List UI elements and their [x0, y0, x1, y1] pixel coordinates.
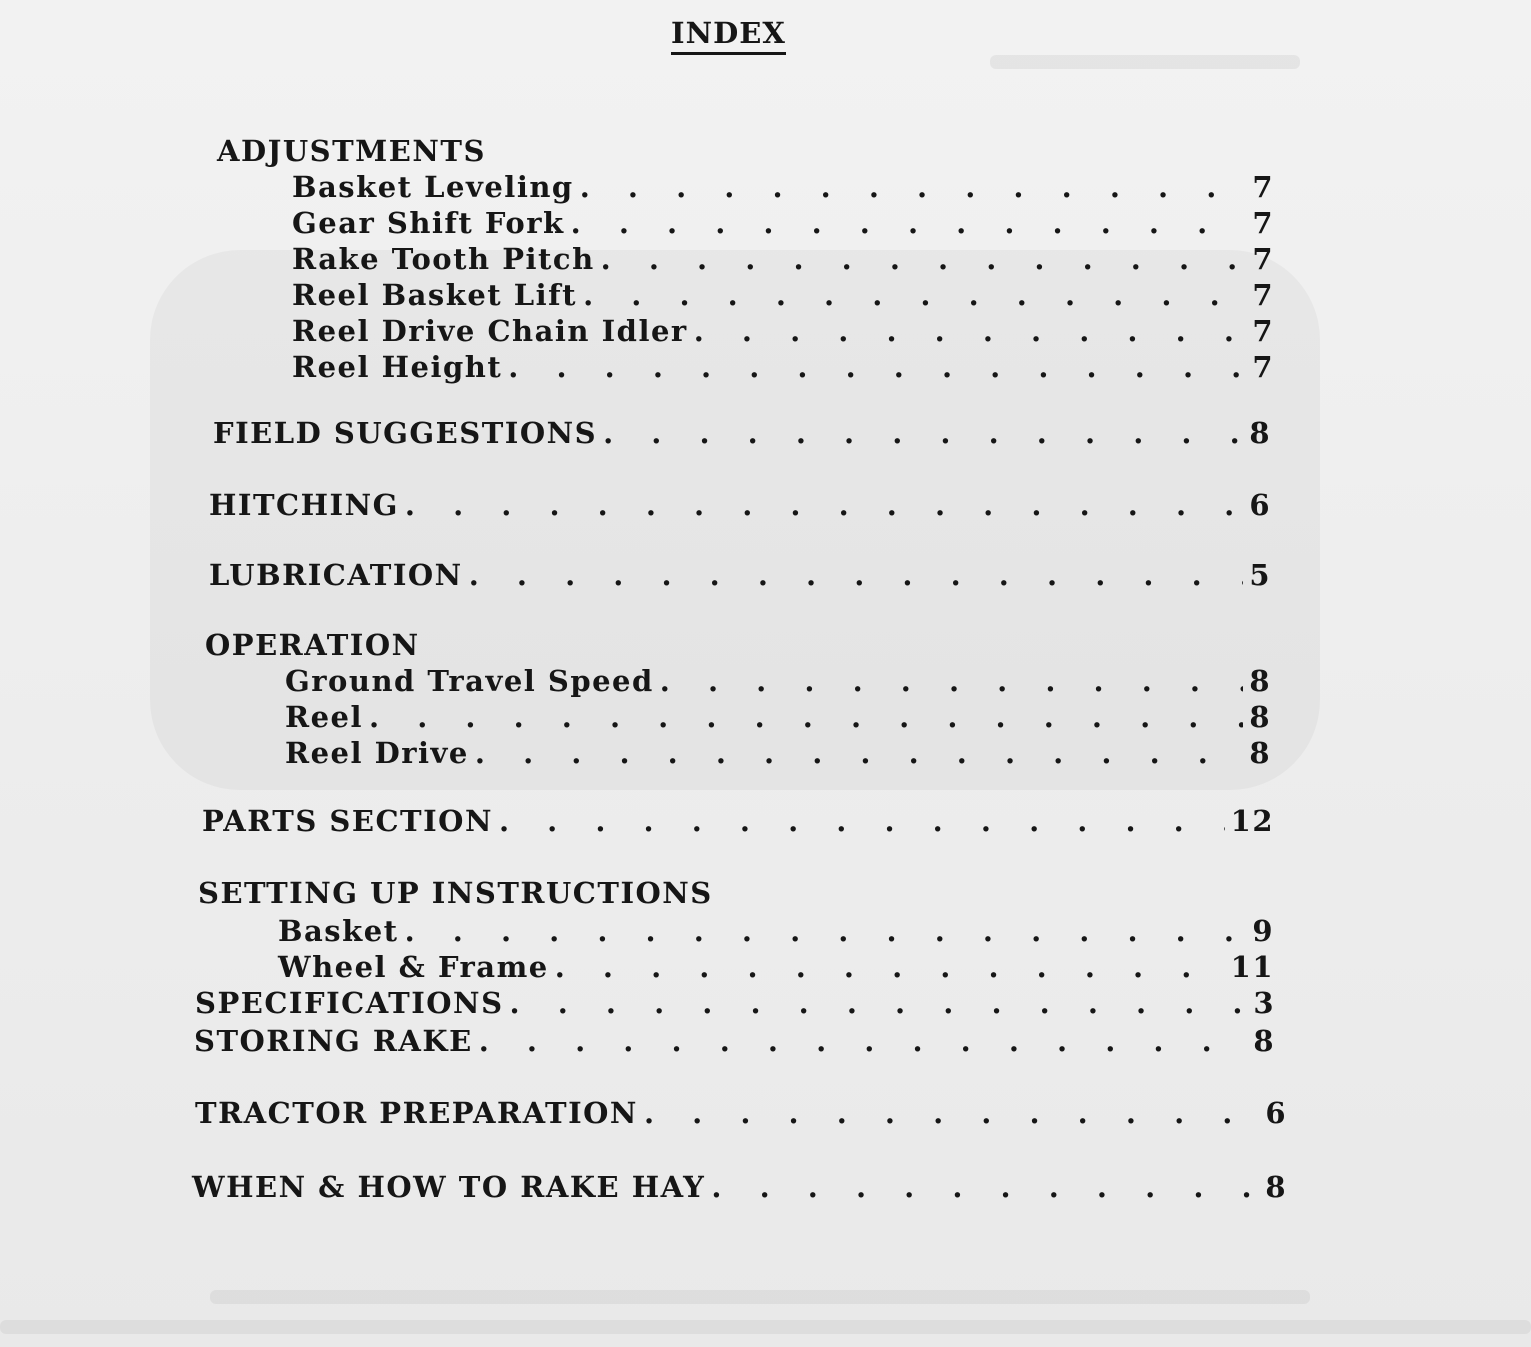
entry-heading: LUBRICATION	[209, 558, 463, 592]
page-title: INDEX	[671, 16, 786, 55]
entry-page: 8	[1253, 1024, 1275, 1058]
bleed-through-line	[0, 1320, 1531, 1334]
section-heading-operation: OPERATION	[205, 628, 420, 662]
dot-leader	[469, 558, 1244, 592]
index-entry	[292, 278, 1274, 312]
dot-leader	[601, 242, 1247, 276]
dot-leader	[499, 804, 1225, 838]
entry-page: 6	[1249, 488, 1271, 522]
index-entry	[285, 736, 1271, 770]
entry-page: 3	[1253, 986, 1275, 1020]
index-entry	[202, 804, 1274, 838]
index-entry	[209, 488, 1271, 522]
dot-leader	[694, 314, 1247, 348]
entry-label: Rake Tooth Pitch	[292, 242, 595, 276]
entry-label: Basket	[278, 914, 399, 948]
entry-page: 7	[1252, 206, 1274, 240]
dot-leader	[405, 488, 1243, 522]
dot-leader	[405, 914, 1247, 948]
index-entry	[194, 1024, 1275, 1058]
entry-page: 9	[1252, 914, 1274, 948]
index-entry	[292, 206, 1274, 240]
dot-leader	[571, 206, 1247, 240]
entry-page: 8	[1249, 664, 1271, 698]
dot-leader	[644, 1096, 1259, 1130]
index-entry	[292, 242, 1274, 276]
entry-label: Reel	[285, 700, 364, 734]
index-entry	[213, 416, 1271, 450]
index-entry	[292, 314, 1274, 348]
entry-heading: WHEN & HOW TO RAKE HAY	[192, 1170, 706, 1204]
entry-page: 8	[1249, 736, 1271, 770]
index-entry	[292, 170, 1274, 204]
dot-leader	[555, 950, 1225, 984]
index-entry	[292, 350, 1274, 384]
entry-page: 7	[1252, 170, 1274, 204]
section-heading-adjustments: ADJUSTMENTS	[217, 134, 486, 168]
entry-heading: SPECIFICATIONS	[195, 986, 504, 1020]
dot-leader	[580, 170, 1247, 204]
dot-leader	[510, 986, 1248, 1020]
bleed-through-line	[990, 55, 1300, 69]
dot-leader	[479, 1024, 1248, 1058]
entry-label: Reel Height	[292, 350, 503, 384]
entry-label: Wheel & Frame	[278, 950, 549, 984]
entry-page: 6	[1265, 1096, 1287, 1130]
entry-page: 7	[1252, 278, 1274, 312]
index-entry	[195, 986, 1275, 1020]
index-entry	[209, 558, 1271, 592]
dot-leader	[475, 736, 1243, 770]
dot-leader	[583, 278, 1246, 312]
entry-label: Reel Drive	[285, 736, 469, 770]
dot-leader	[603, 416, 1243, 450]
index-entry	[192, 1170, 1287, 1204]
entry-page: 5	[1249, 558, 1271, 592]
entry-label: Reel Basket Lift	[292, 278, 578, 312]
entry-heading: STORING RAKE	[194, 1024, 473, 1058]
index-entry	[285, 664, 1271, 698]
dot-leader	[711, 1170, 1259, 1204]
entry-label: Ground Travel Speed	[285, 664, 654, 698]
entry-page: 7	[1252, 314, 1274, 348]
entry-heading: FIELD SUGGESTIONS	[213, 416, 598, 450]
entry-heading: PARTS SECTION	[202, 804, 493, 838]
entry-label: Reel Drive Chain Idler	[292, 314, 688, 348]
dot-leader	[369, 700, 1243, 734]
bleed-through-line	[210, 1290, 1310, 1304]
index-entry	[195, 1096, 1287, 1130]
entry-page: 7	[1252, 242, 1274, 276]
entry-page: 12	[1230, 804, 1274, 838]
entry-heading: TRACTOR PREPARATION	[195, 1096, 638, 1130]
entry-page: 8	[1249, 416, 1271, 450]
entry-page: 11	[1230, 950, 1274, 984]
entry-page: 8	[1265, 1170, 1287, 1204]
index-entry	[285, 700, 1271, 734]
entry-label: Basket Leveling	[292, 170, 574, 204]
index-entry	[278, 950, 1274, 984]
index-entry	[278, 914, 1274, 948]
entry-label: Gear Shift Fork	[292, 206, 565, 240]
entry-page: 8	[1249, 700, 1271, 734]
section-heading-setting-up: SETTING UP INSTRUCTIONS	[198, 876, 713, 910]
entry-heading: HITCHING	[209, 488, 399, 522]
entry-page: 7	[1252, 350, 1274, 384]
dot-leader	[660, 664, 1244, 698]
dot-leader	[508, 350, 1246, 384]
